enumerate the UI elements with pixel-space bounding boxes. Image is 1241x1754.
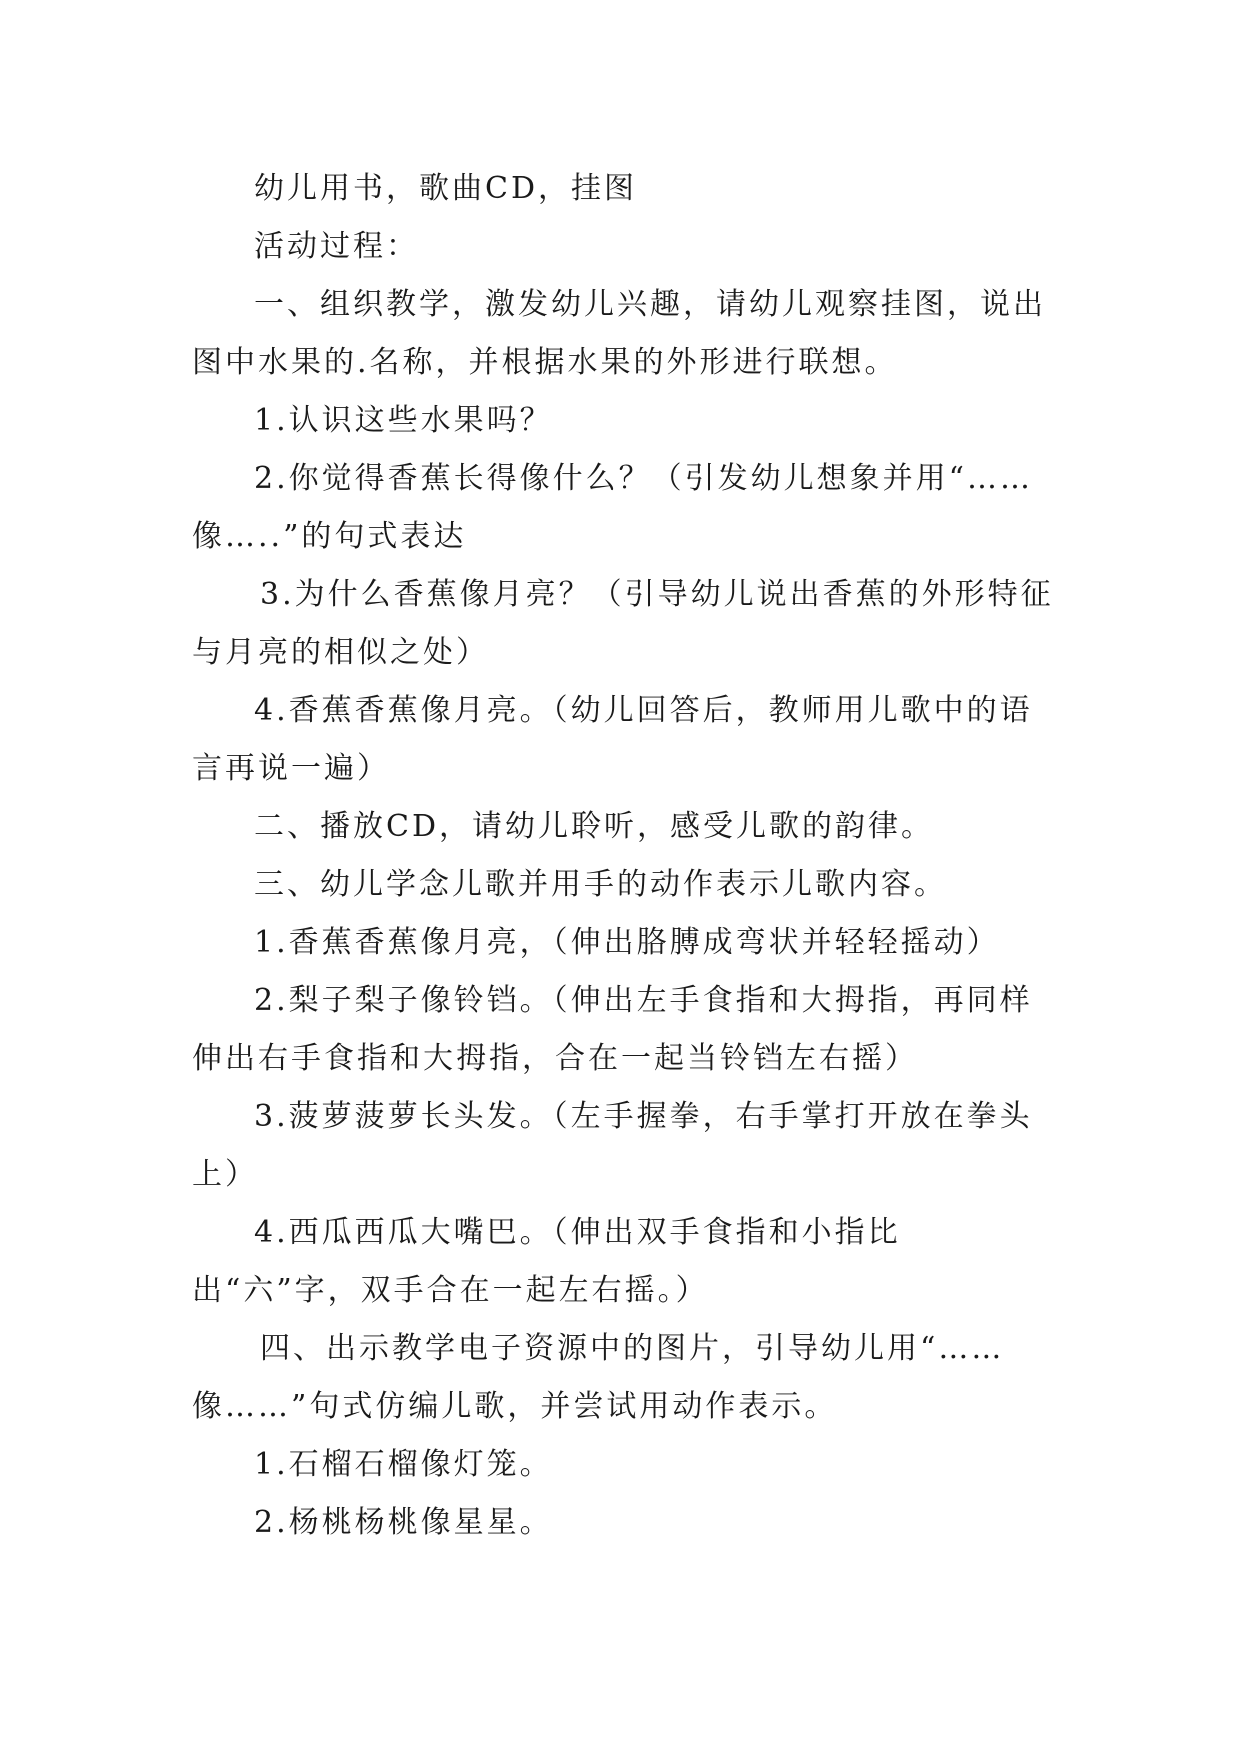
paragraph-step-one-q4: 4.香蕉香蕉像月亮。（幼儿回答后，教师用儿歌中的语言再说一遍）: [192, 693, 1033, 786]
paragraph-process-heading: 活动过程：: [254, 229, 419, 264]
paragraph-step-three-item4: 4.西瓜西瓜大嘴巴。（伸出双手食指和小指比出“六”字，双手合在一起左右摇。）: [192, 1215, 901, 1308]
paragraph-step-two: 二、播放CD，请幼儿聆听，感受儿歌的韵律。: [254, 809, 935, 844]
paragraph-step-one-q1: 1.认识这些水果吗？: [254, 403, 553, 438]
paragraph-step-four-item1: 1.石榴石榴像灯笼。: [254, 1447, 553, 1482]
paragraph-step-four-item2: 2.杨桃杨桃像星星。: [254, 1505, 553, 1540]
paragraph-step-one-q2: 2.你觉得香蕉长得像什么？（引发幼儿想象并用“……像…..”的句式表达: [192, 461, 1033, 554]
document-body: [192, 160, 1054, 1552]
paragraph-materials: 幼儿用书，歌曲CD，挂图: [254, 171, 638, 206]
paragraph-step-three-item3: 3.菠萝菠萝长头发。（左手握拳，右手掌打开放在拳头上）: [192, 1099, 1033, 1192]
paragraph-step-one-q3: 3.为什么香蕉像月亮？（引导幼儿说出香蕉的外形特征与月亮的相似之处）: [192, 577, 1054, 670]
paragraph-step-four: 四、出示教学电子资源中的图片，引导幼儿用“……像……”句式仿编儿歌，并尝试用动作表示。: [192, 1331, 1005, 1424]
paragraph-step-three: 三、幼儿学念儿歌并用手的动作表示儿歌内容。: [254, 867, 947, 902]
paragraph-step-one: 一、组织教学，激发幼儿兴趣，请幼儿观察挂图，说出图中水果的.名称，并根据水果的外形进行联想。: [192, 287, 1046, 380]
paragraph-step-three-item2: 2.梨子梨子像铃铛。（伸出左手食指和大拇指，再同样伸出右手食指和大拇指，合在一起当铃铛左右摇）: [192, 983, 1033, 1076]
paragraph-step-three-item1: 1.香蕉香蕉像月亮，（伸出胳膊成弯状并轻轻摇动）: [254, 925, 1000, 960]
